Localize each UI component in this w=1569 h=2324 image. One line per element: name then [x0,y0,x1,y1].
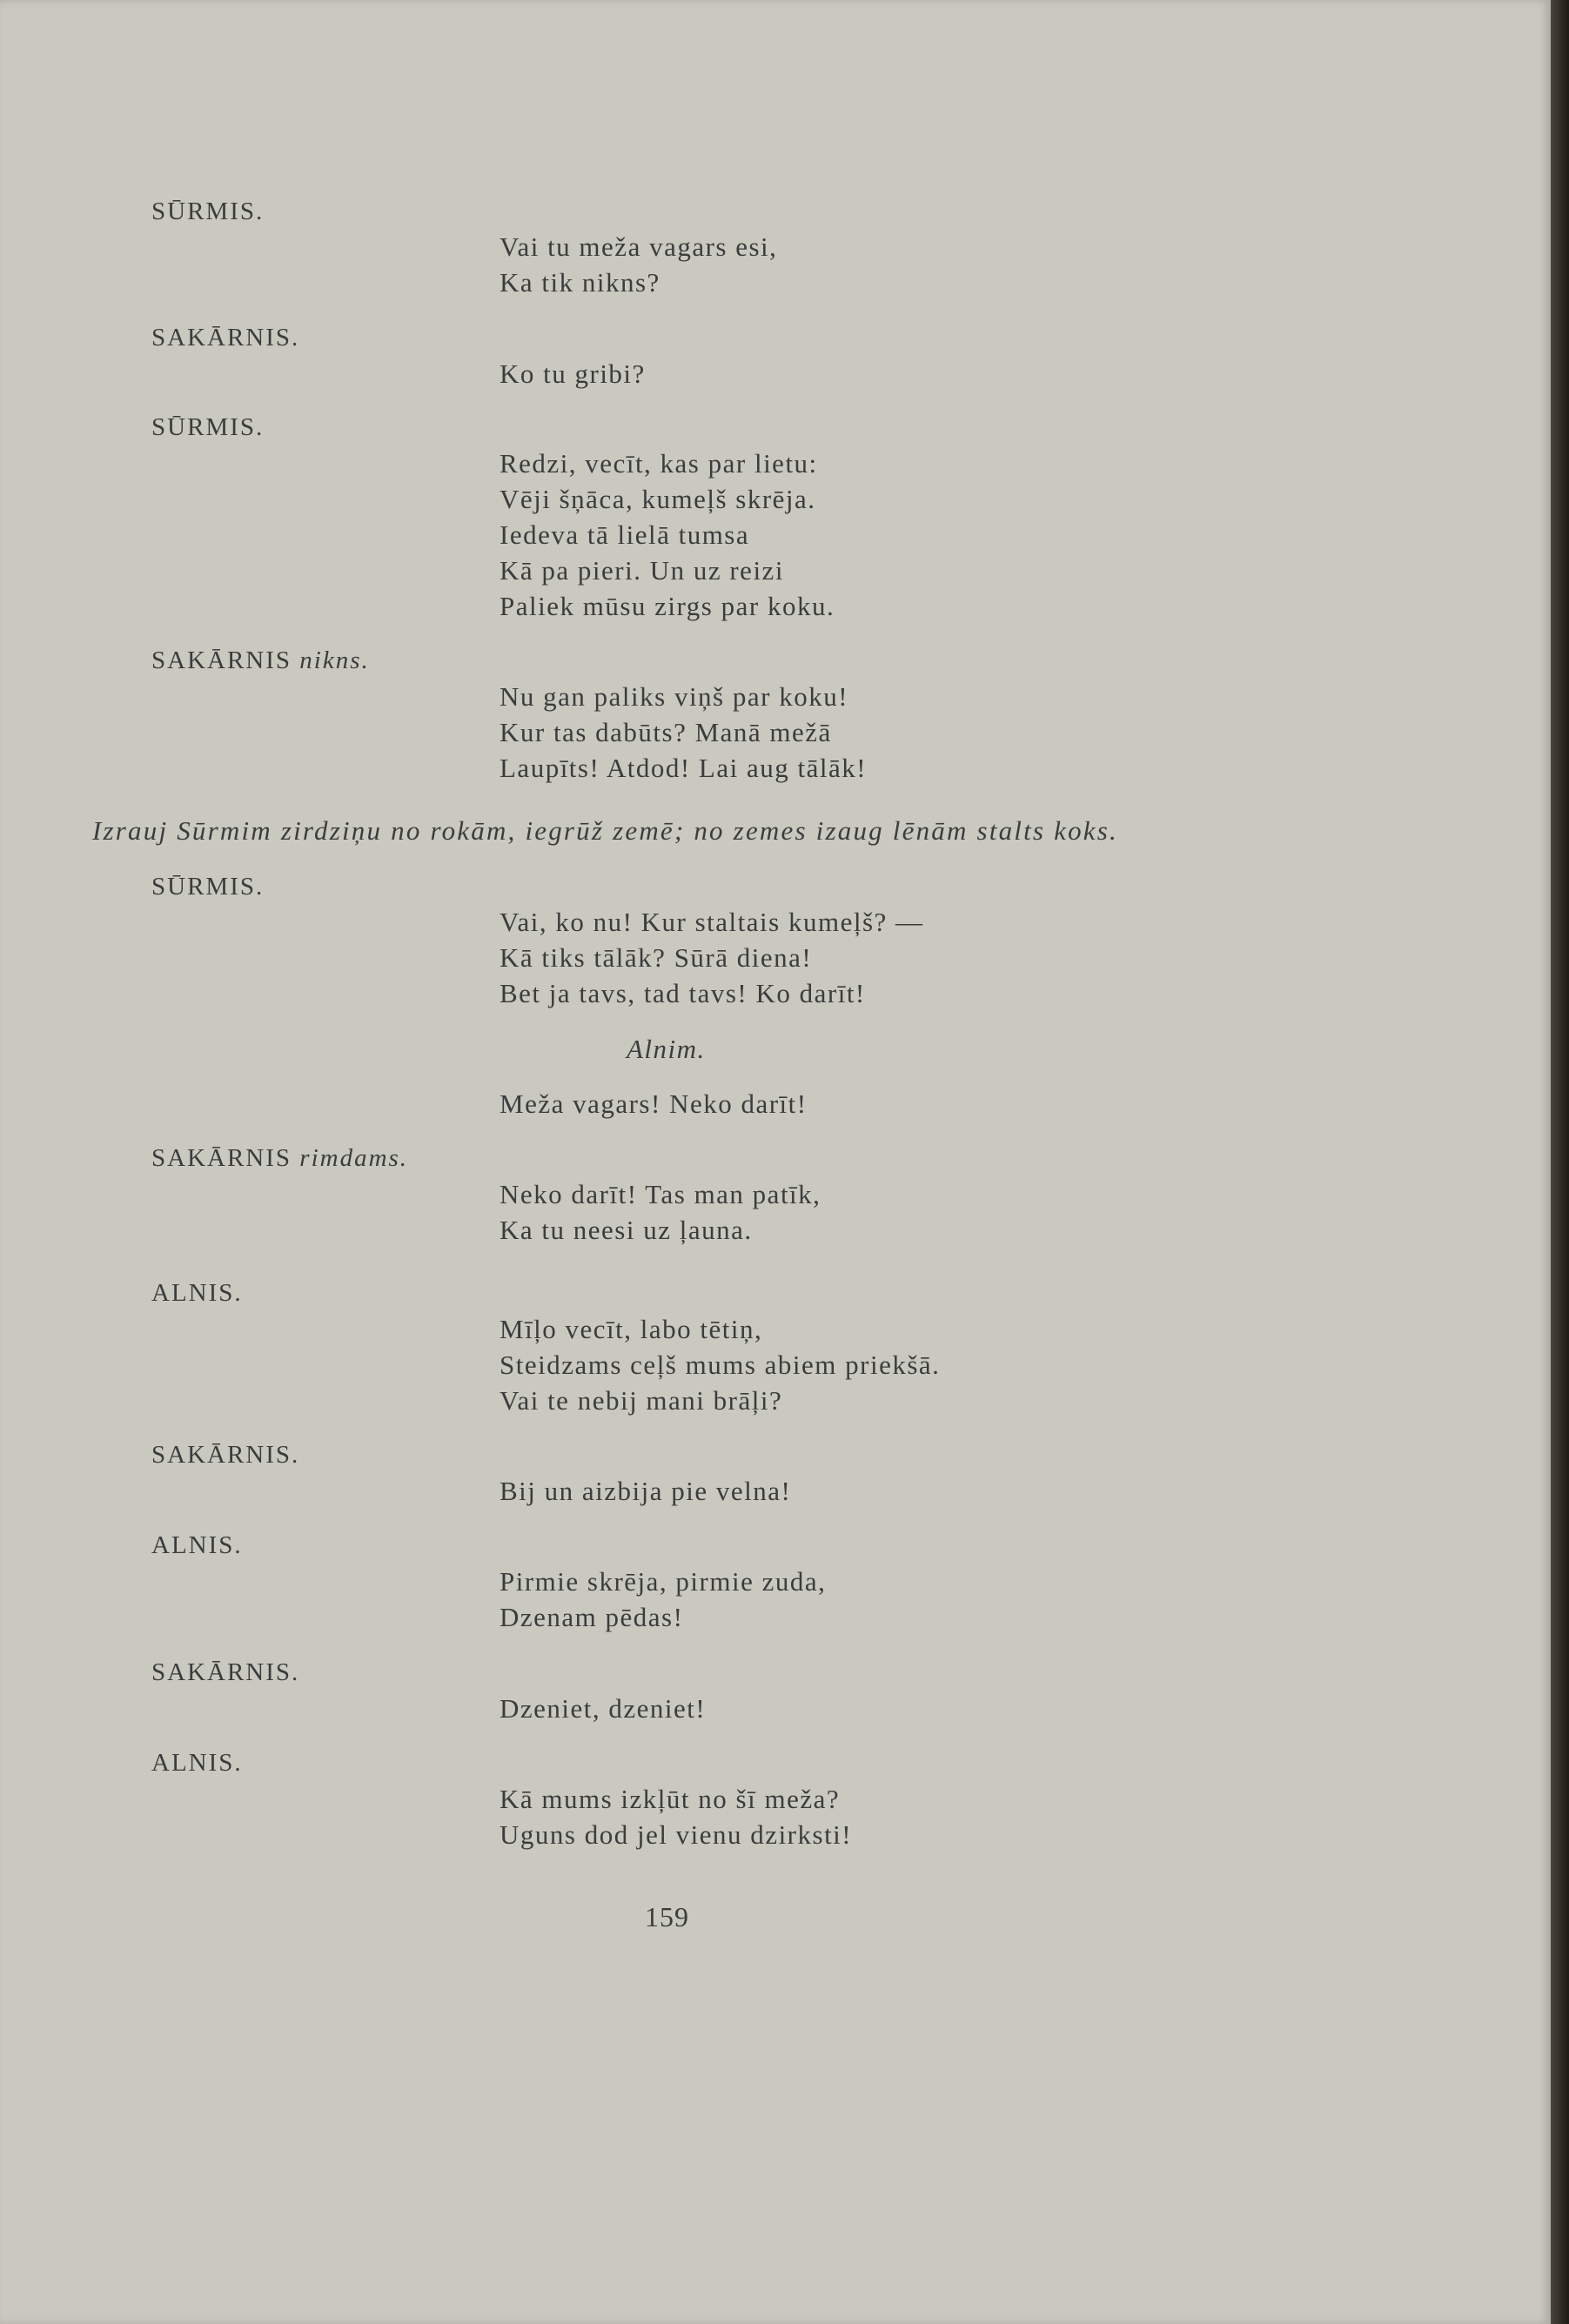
dialogue-line: Ka tik nikns? [500,267,660,298]
speaker-name: SŪRMIS. [151,198,265,225]
dialogue-line: Paliek mūsu zirgs par koku. [500,591,835,621]
dialogue-line: Bet ja tavs, tad tavs! Ko darīt! [500,978,866,1008]
speaker-label: SAKĀRNIS [151,646,292,674]
speaker-name: ALNIS. [151,1531,243,1559]
dialogue-line: Pirmie skrēja, pirmie zuda, [500,1566,827,1597]
dialogue-line: Uguns dod jel vienu dzirksti! [500,1819,853,1850]
stage-note: nikns. [299,646,370,674]
dialogue-line: Vēji šņāca, kumeļš skrēja. [500,484,816,514]
dialogue-line: Steidzams ceļš mums abiem priekšā. [500,1350,941,1380]
dialogue-line: Neko darīt! Tas man patīk, [500,1179,821,1209]
dialogue-line: Meža vagars! Neko darīt! [500,1088,808,1119]
speaker-label: SAKĀRNIS [151,1144,292,1172]
dialogue-line: Vai, ko nu! Kur staltais kumeļš? — [500,907,924,937]
stage-direction: Alnim. [627,1034,706,1064]
dialogue-line: Laupīts! Atdod! Lai aug tālāk! [500,753,868,783]
speaker-name: SAKĀRNIS. [151,1658,300,1686]
dialogue-line: Bij un aizbija pie velna! [500,1476,792,1506]
dialogue-line: Nu gan paliks viņš par koku! [500,681,849,712]
dialogue-line: Kā tiks tālāk? Sūrā diena! [500,942,813,973]
speaker-name [151,644,370,677]
dialogue-line: Dzenam pēdas! [500,1602,684,1632]
dialogue-line: Dzeniet, dzeniet! [500,1693,707,1724]
page-edge [1551,0,1569,2324]
stage-note: rimdams. [299,1144,409,1172]
stage-direction: Izrauj Sūrmim zirdziņu no rokām, iegrūž zemē; no zemes izaug lēnām stalts koks. [92,815,1118,846]
dialogue-line: Ka tu neesi uz ļauna. [500,1215,753,1245]
dialogue-line: Kā pa pieri. Un uz reizi [500,555,784,586]
dialogue-line: Kur tas dabūts? Manā mežā [500,717,832,747]
dialogue-line: Mīļo vecīt, labo tētiņ, [500,1314,763,1344]
page-number: 159 [645,1901,689,1932]
speaker-name: SAKĀRNIS. [151,324,300,352]
speaker-name: ALNIS. [151,1749,243,1777]
dialogue-line: Iedeva tā lielā tumsa [500,519,750,550]
speaker-name: ALNIS. [151,1279,243,1307]
dialogue-line: Vai te nebij mani brāļi? [500,1385,783,1416]
dialogue-line: Ko tu gribi? [500,358,646,389]
speaker-name [151,1142,408,1175]
dialogue-line: Kā mums izkļūt no šī meža? [500,1784,841,1814]
speaker-name: SAKĀRNIS. [151,1441,300,1469]
dialogue-line: Redzi, vecīt, kas par lietu: [500,448,818,479]
speaker-name: SŪRMIS. [151,873,265,901]
dialogue-line: Vai tu meža vagars esi, [500,231,778,262]
speaker-name: SŪRMIS. [151,413,265,441]
